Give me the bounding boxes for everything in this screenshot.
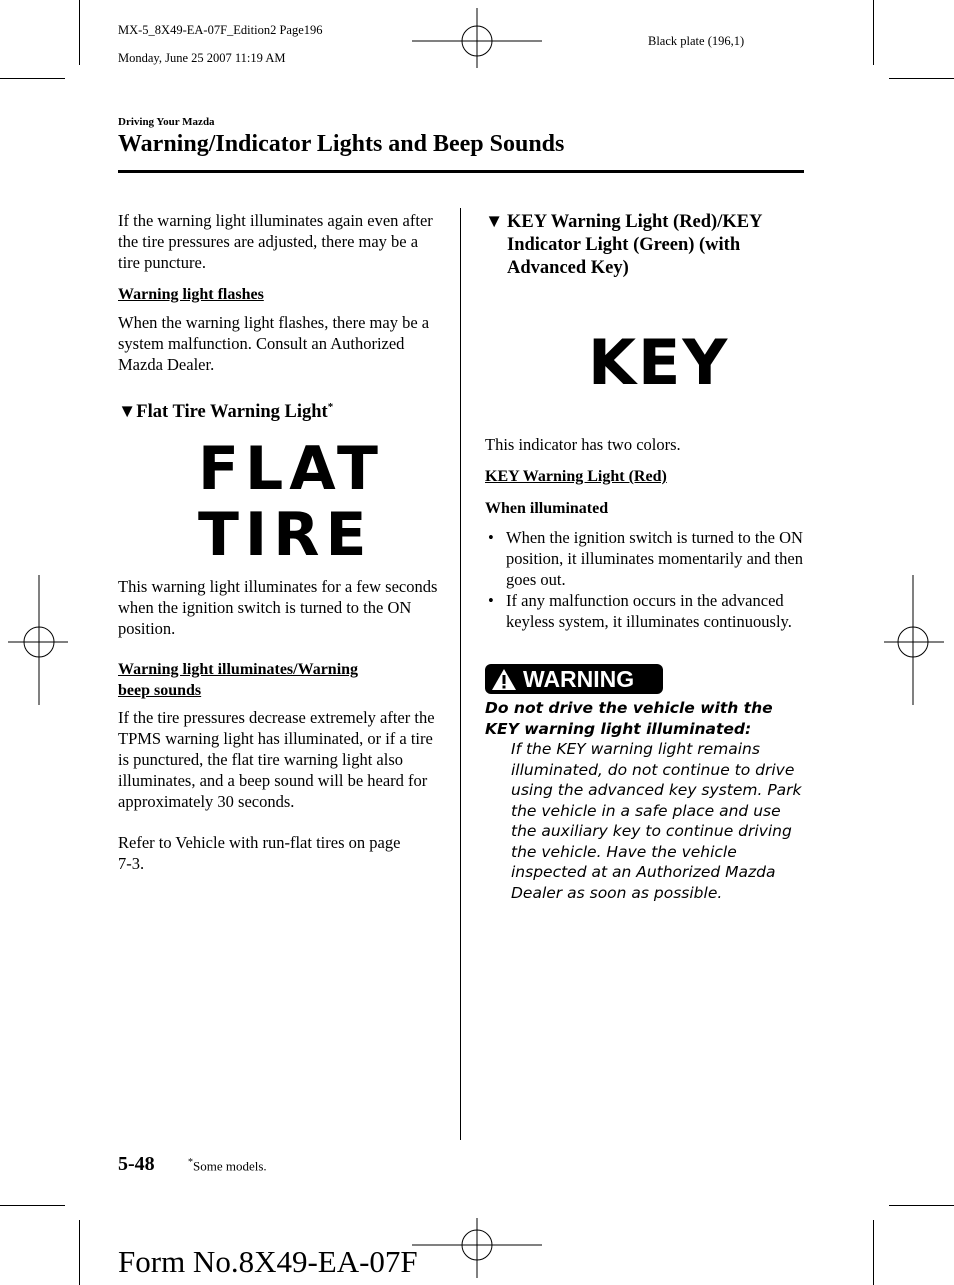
flat-tire-paragraph: This warning light illuminates for a few seconds when the ignition switch is turned to the ON position. [118,577,438,638]
flat-tire-heading-text: ▼Flat Tire Warning Light [118,402,328,423]
footnote [188,1157,267,1174]
refer-paragraph: Refer to Vehicle with run-flat tires on page 7-3. [118,833,401,873]
warning-banner [485,664,663,694]
print-meta-line2: Monday, June 25 2007 11:19 AM [118,51,286,65]
two-colors-paragraph: This indicator has two colors. [485,435,681,454]
footnote-text: Some models. [193,1158,267,1174]
exclamation-triangle-icon [491,667,517,691]
list-item: • If any malfunction occurs in the advanced keyless system, it illuminates continuously. [485,590,803,632]
flat-tire-symbol-line2: TIRE [198,500,373,570]
warning-light-flashes-paragraph: When the warning light flashes, there may be a system malfunction. Consult an Authorized Mazda Dealer. [118,313,430,374]
beep-sounds-paragraph: If the tire pressures decrease extremely after the TPMS warning light has illuminated, or if a tire is punctured, the flat tire warning light also illuminates, and a beep sound will be heard for approximately 30 seconds. [118,708,435,811]
flat-tire-symbol-line1: FLAT [198,434,384,504]
key-red-heading: KEY Warning Light (Red) [485,468,667,485]
section-label: Driving Your Mazda [118,116,215,128]
tire-puncture-paragraph: If the warning light illuminates again even after the tire pressures are adjusted, there may be a tire puncture. [118,211,433,272]
registration-mark-bottom [412,1218,542,1278]
page-title: Warning/Indicator Lights and Beep Sounds [118,131,565,157]
form-number: Form No.8X49-EA-07F [118,1244,418,1279]
registration-mark-top [412,8,542,68]
column-divider [460,208,461,1140]
footnote-star: * [188,1157,193,1168]
footnote-star-marker: * [327,401,334,413]
flat-tire-warning-symbol [198,436,384,568]
warning-light-flashes-heading: Warning light flashes [118,286,264,303]
beep-sounds-heading-line2: beep sounds [118,682,202,699]
beep-sounds-heading-line1: Warning light illuminates/Warning [118,661,359,678]
warning-lead: Do not drive the vehicle with the KEY warning light illuminated: [485,699,773,738]
when-illuminated-heading: When illuminated [485,500,609,517]
warning-label: WARNING [523,665,635,692]
list-item: • When the ignition switch is turned to the ON position, it illuminates momentarily and then goes out. [485,527,803,590]
print-meta-line1: MX-5_8X49-EA-07F_Edition2 Page196 [118,23,323,37]
warning-body: If the KEY warning light remains illuminated, do not continue to drive using the advanced key system. Park the vehicle in a safe place and use the auxiliary key to continue driving the vehicle. Have the vehicle inspected at an Authorized Mazda Dealer as soon as possible. [511,740,802,902]
page-number: 5-48 [118,1153,155,1175]
plate-label: Black plate (196,1) [648,34,745,48]
print-meta [118,9,323,79]
registration-mark-right [884,575,944,705]
illumination-list [485,527,803,632]
key-warning-symbol: KEY [588,326,730,399]
key-warning-heading [485,211,803,280]
beep-sounds-heading [118,659,440,701]
registration-mark-left [8,575,68,705]
flat-tire-heading [118,396,333,424]
key-heading-triangle: ▼ [485,212,504,232]
key-heading-text: KEY Warning Light (Red)/KEY Indicator Light (Green) (with Advanced Key) [507,212,762,278]
title-rule [118,170,804,173]
